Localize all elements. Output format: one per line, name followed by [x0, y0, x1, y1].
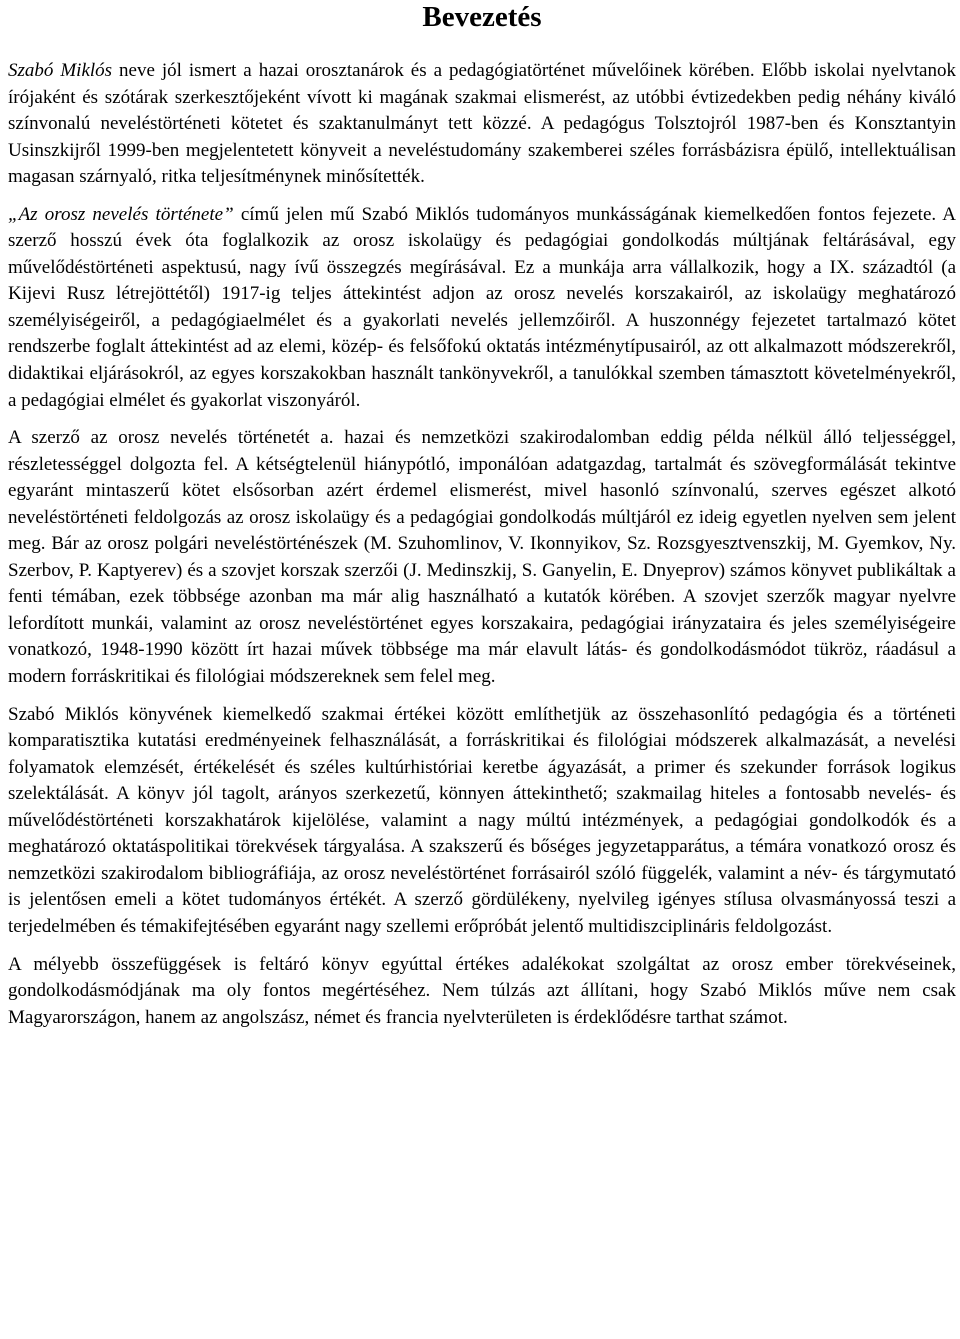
book-title: „Az orosz nevelés története”	[8, 203, 234, 225]
paragraph-2	[8, 202, 956, 414]
paragraph-1	[8, 58, 956, 191]
paragraph-4: Szabó Miklós könyvének kiemelkedő szakmai értékei között említhetjük az összehasonlító pedagógia és a történeti komparatisztika kutatási eredményeinek felhasználását, a forráskritikai és filológiai módszerek alkalmazását, a nevelési folyamatok elemzését, értékelését és széles kultúrhistóriai keretbe ágyazását, a primer és szekunder források logikus szelektálását. A könyv jól tagolt, arányos szerkezetű, könnyen áttekinthető; szakmailag hiteles a fontosabb nevelés- és művelődéstörténeti korszakhatárok kijelölése, valamint a nagy múltú intézmények, a pedagógiai gondolkodók és a meghatározó oktatáspolitikai törekvések tárgyalása. A szakszerű és bőséges jegyzetapparátus, a témára vonatkozó orosz és nemzetközi szakirodalom bibliográfiája, az orosz neveléstörténet forrásairól szóló függelék, valamint a név- és tárgymutató is jelentősen emeli a kötet tudományos értékét. A szerző gördülékeny, nyelvileg igényes stílusa olvasmányossá teszi a terjedelmében és témakifejtésében egyaránt nagy szellemi erőpróbát jelentő multidiszciplináris feldolgozást.	[8, 703, 956, 937]
paragraph-1-text: neve jól ismert a hazai orosztanárok és a pedagógiatörténet művelőinek körében. Előbb iskolai nyelvtanok írójaként és szótárak szerkesztőjeként vívott ki magának szakmai elismerést, az utóbbi évtizedekben pedig néhány kiváló színvonalú neveléstörténeti kötetet és szaktanulmányt tett közzé. A pedagógus Tolsztojról 1987-ben és Konsztantyin Usinszkijről 1999-ben megjelentetett könyveit a neveléstudomány szakemberei széles forrásbázisra épülő, intellektuálisan magasan szárnyaló, ritka teljesítménynek minősítették.	[8, 60, 956, 188]
paragraph-2-text: című jelen mű Szabó Miklós tudományos munkásságának kiemelkedően fontos fejezete. A szerző hosszú évek óta foglalkozik az orosz iskolaügy és pedagógiai gondolkodás múltjának feltárásával, egy művelődéstörténeti aspektusú, nagy ívű összegzés megírásával. Ez a munkája arra vállalkozik, hogy a IX. századtól (a Kijevi Rusz létrejöttétől) 1917-ig teljes áttekintést adjon az orosz nevelés korszakairól, az iskolaügy meghatározó személyiségeiről, a pedagógiaelmélet és a gyakorlati nevelés jellemzőiről. A huszonnégy fejezetet tartalmazó kötet rendszerbe foglalt áttekintést ad az elemi, közép- és felsőfokú oktatás intézménytípusairól, az ott alkalmazott módszerekről, didaktikai eljárásokról, az egyes korszakokban használt tankönyvekről, a tanulókkal szemben támasztott követelményekről, a pedagógiai elmélet és gyakorlat viszonyáról.	[8, 203, 956, 411]
page-title: Bevezetés	[422, 1, 542, 33]
author-name: Szabó Miklós	[8, 60, 113, 81]
document-page	[8, 0, 956, 1031]
paragraph-3: A szerző az orosz nevelés történetét a. hazai és nemzetközi szakirodalomban eddig példa nélkül álló teljességgel, részletességgel dolgozta fel. A kétségtelenül hiánypótló, imponálóan adatgazdag, tartalmát és szövegformálását tekintve egyaránt mintaszerű kötet elsősorban azért érdemel elismerést, mivel hasonló színvonalú, szerves egészet alkotó neveléstörténeti feldolgozás az orosz iskolaügy és a pedagógiai gondolkodás múltjáról ez ideig egyetlen nyelven sem jelent meg. Bár az orosz polgári neveléstörténészek (M. Szuhomlinov, V. Ikonnyikov, Sz. Rozsgyesztvenszkij, M. Gyemkov, Ny. Szerbov, P. Kaptyerev) és a szovjet korszak szerzői (J. Medinszkij, S. Ganyelin, E. Dnyeprov) számos könyvet publikáltak a fenti témában, ezek többsége azonban ma már alig használható a kutatók körében. A szovjet szerzők magyar nyelvre lefordított munkái, valamint az orosz neveléstörténet egyes korszakaira, pedagógiai irányzataira és jeles személyiségeire vonatkozó, 1948-1990 között írt hazai művek többsége ma már elavult látás- és gondolkodásmódot tükröz, ráadásul a modern forráskritikai és filológiai módszereknek sem felel meg.	[8, 427, 956, 688]
paragraph-5: A mélyebb összefüggések is feltáró könyv egyúttal értékes adalékokat szolgáltat az orosz ember törekvéseinek, gondolkodásmódjának ma oly fontos megértéséhez. Nem túlzás azt állítani, hogy Szabó Miklós műve nem csak Magyarországon, hanem az angolszász, német és francia nyelvterületen is érdeklődésre tarthat számot.	[8, 953, 956, 1028]
